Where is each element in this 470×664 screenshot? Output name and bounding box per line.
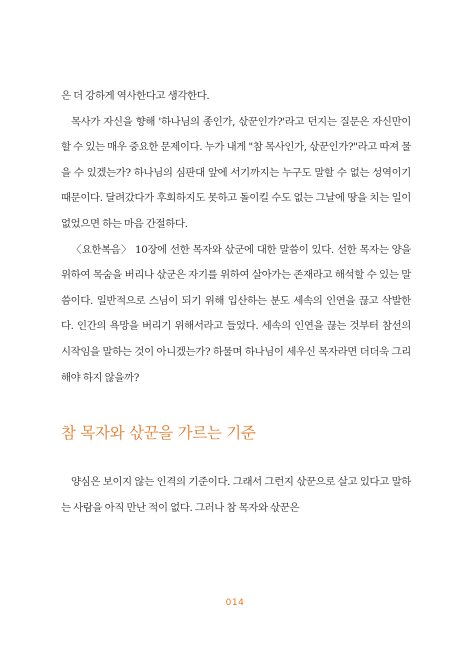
- page-content: [61, 84, 411, 521]
- paragraph-3: 〈요한복음〉 10장에 선한 목자와 삯군에 대한 말씀이 있다. 선한 목자는 양을 위하여 목숨을 버리나 삯군은 자기를 위하여 살아가는 존재라고 해석할 수 있는 말씀이다. 일반적으로 스님이 되기 위해 입산하는 분도 세속의 인연을 끊고 삭발한다. 인간의 욕망을 버리기 위해서라고 들었다. 세속의 인연을 끊는 것부터 참선의 시작임을 말하는 것이 아니겠는가? 하물며 하나님이 세우신 목자라면 더더욱 그리해야 하지 않을까?: [61, 243, 411, 384]
- paragraph-2: 목사가 자신을 향해 '하나님의 종인가, 삯꾼인가?'라고 던지는 질문은 자신만이 할 수 있는 매우 중요한 문제이다. 누가 내게 "참 목사인가, 삯꾼인가?"라고 따져 물을 수 있겠는가? 하나님의 심판대 앞에 서기까지는 누구도 말할 수 없는 성역이기 때문이다. 달려갔다가 후회하지도 못하고 돌이킬 수도 없는 그날에 땅을 치는 일이 없었으면 하는 마음 간절하다.: [61, 115, 411, 230]
- paragraph-1: 은 더 강하게 역사한다고 생각한다.: [61, 90, 210, 102]
- section-heading: 참 목자와 삯꾼을 가르는 기준: [61, 424, 256, 443]
- paragraph-4: 양심은 보이지 않는 인격의 기준이다. 그래서 그런지 삯꾼으로 살고 있다고 말하는 사람을 아직 만난 적이 없다. 그러나 참 목자와 삯꾼은: [61, 476, 411, 514]
- page-number: 014: [225, 598, 245, 608]
